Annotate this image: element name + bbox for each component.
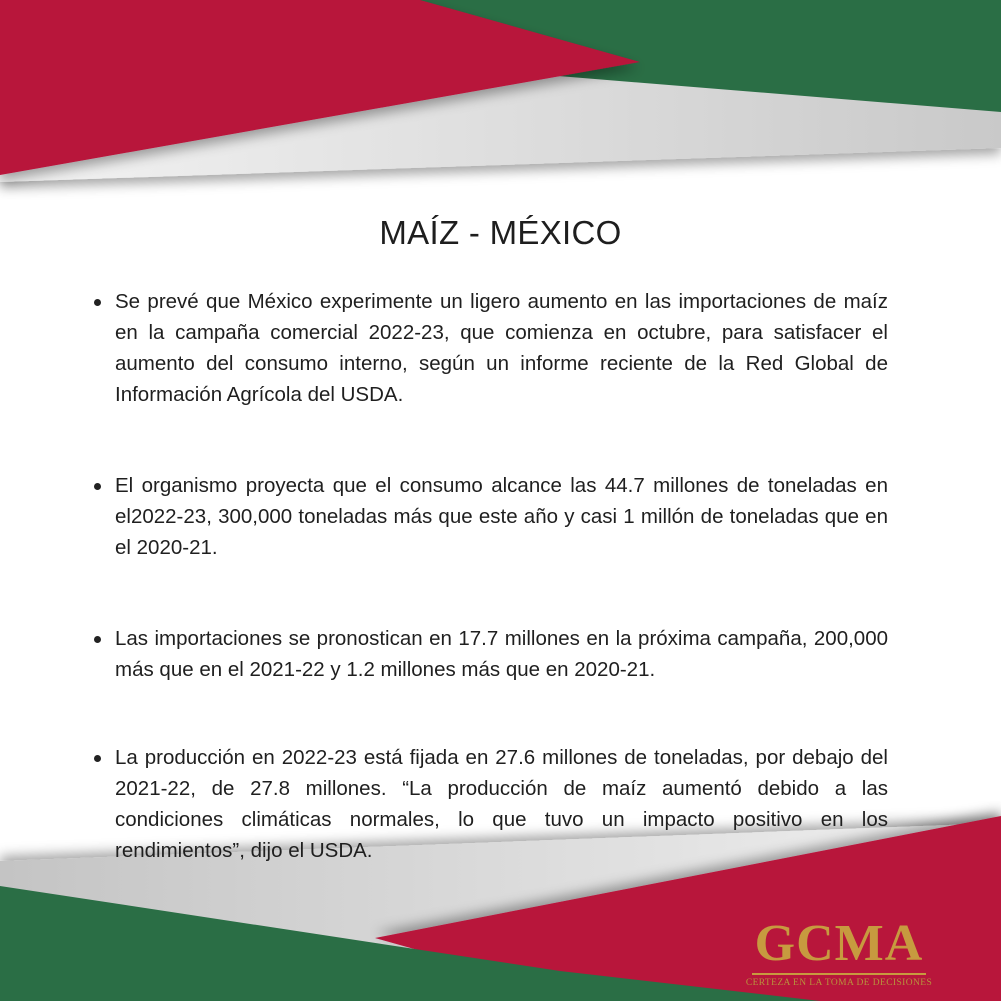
bullet-icon xyxy=(94,299,101,306)
list-item xyxy=(92,286,888,410)
logo-divider xyxy=(752,973,926,975)
page-title: MAÍZ - MÉXICO xyxy=(379,214,622,251)
bullet-icon xyxy=(94,755,101,762)
bullet-text: Se prevé que México experimente un ligero aumento en las importaciones de maíz en la campaña comercial 2022-23, que comienza en octubre, para satisfacer el aumento del consumo interno, según un informe reciente de la Red Global de Información Agrícola del USDA. xyxy=(115,290,888,406)
logo-tagline: CERTEZA EN LA TOMA DE DECISIONES xyxy=(745,977,933,988)
bullet-text: Las importaciones se pronostican en 17.7 millones en la próxima campaña, 200,000 más que en el 2021-22 y 1.2 millones más que en 2020-21. xyxy=(115,627,888,681)
list-item xyxy=(92,742,888,866)
gcma-logo xyxy=(744,915,934,988)
logo-wordmark: GCMA xyxy=(754,915,924,972)
list-item xyxy=(92,470,888,563)
bullet-icon xyxy=(94,636,101,643)
bullet-text: La producción en 2022-23 está fijada en 27.6 millones de toneladas, por debajo del 2021-22, de 27.8 millones. “La producción de maíz aumentó debido a las condiciones climáticas normales, lo que tuvo un impacto positivo en los rendimientos”, dijo el USDA. xyxy=(115,746,888,862)
bullet-text: El organismo proyecta que el consumo alcance las 44.7 millones de toneladas en el2022-23, 300,000 toneladas más que este año y casi 1 millón de toneladas que en el 2020-21. xyxy=(115,474,888,559)
bullet-list xyxy=(92,286,888,926)
bullet-icon xyxy=(94,483,101,490)
list-item xyxy=(92,623,888,685)
top-decorative-banner xyxy=(0,0,1001,200)
